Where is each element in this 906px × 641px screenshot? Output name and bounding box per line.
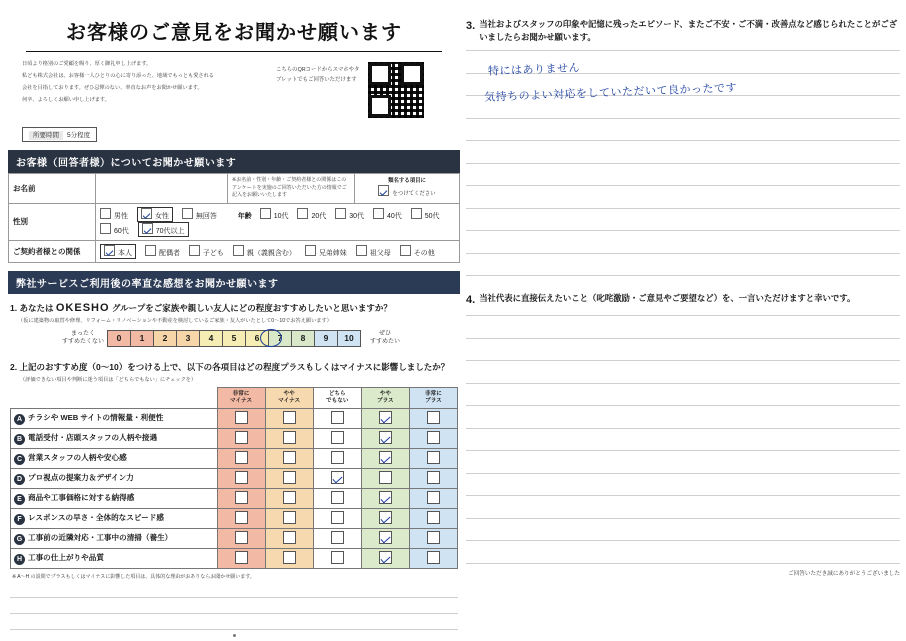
answer-line[interactable] [466,186,900,209]
qr-area [276,60,446,120]
intro-line-4: 何卒、よろしくお願い申し上げます。 [22,96,110,103]
matrix-row-label-b: B 電話受付・店頭スタッフの人柄や接遇 [11,429,218,449]
relation-option-parent[interactable]: 親（義親含む） [233,245,296,258]
page-title: お客様のご意見をお聞かせ願います [66,22,402,44]
matrix-footnote: ※ A〜H の設問でプラスもしくはマイナスに影響した項目は、具体的な理由がおありならお聞かせ願います。 [12,574,255,581]
answer-line[interactable] [466,141,900,164]
matrix-cell-a-4[interactable] [409,409,457,429]
age-option-40[interactable]: 40代 [373,208,402,221]
relation-option-other[interactable]: その他 [400,245,435,258]
intro-line-3: 会社を目指しております。ぜひ忌憚のない、率直なお声をお聞かせ願います。 [22,84,203,91]
question-4-text: 当社代表に直接伝えたいこと（叱咤激励・ご意見やご要望など）を、一言いただけますと幸いです。 [479,293,856,304]
matrix-cell-g-2[interactable] [313,529,361,549]
matrix-cell-c-2[interactable] [313,449,361,469]
nps-option-2[interactable]: 2 [154,331,177,346]
matrix-cell-c-3[interactable] [361,449,409,469]
matrix-cell-e-3[interactable] [361,489,409,509]
table-row [11,469,458,489]
section-2-bar: 弊社サービスご利用後の率直な感想をお聞かせ願います [8,271,460,294]
nps-left-label: まったく すすめたくない [61,331,105,345]
qr-code-icon [366,60,426,120]
matrix-cell-h-2[interactable] [313,549,361,569]
answer-line[interactable] [466,384,900,407]
gender-age-cell [96,203,460,240]
nps-option-1[interactable]: 1 [131,331,154,346]
matrix-cell-g-1[interactable] [265,529,313,549]
matrix-col-somewhat-negative: やや マイナス [265,387,313,409]
relation-option-spouse[interactable]: 配偶者 [145,245,180,258]
nps-option-7[interactable]: 7 [269,331,292,346]
matrix-cell-c-1[interactable] [265,449,313,469]
table-row-gender-age [9,203,460,240]
matrix-cell-f-3[interactable] [361,509,409,529]
nps-option-5[interactable]: 5 [223,331,246,346]
matrix-corner [11,387,218,409]
matrix-cell-f-4[interactable] [409,509,457,529]
brand-name: OKESHO [55,301,110,314]
right-column [466,6,900,635]
question-2-block [8,355,460,637]
nps-option-8[interactable]: 8 [292,331,315,346]
answer-line[interactable] [466,254,900,277]
table-row-relation [9,240,460,262]
answer-line[interactable] [466,406,900,429]
matrix-cell-f-1[interactable] [265,509,313,529]
matrix-cell-f-2[interactable] [313,509,361,529]
free-comment-line-3[interactable] [10,614,458,630]
matrix-col-very-positive: 非常に プラス [409,387,457,409]
matrix-col-somewhat-positive: やや プラス [361,387,409,409]
matrix-cell-g-0[interactable] [217,529,265,549]
question-2-number: 2. [10,361,18,372]
qr-caption: こちらのQRコードからスマホやタブレットでもご回答いただけます [276,67,360,83]
matrix-col-neutral: どちら でもない [313,387,361,409]
handwriting-line-1: 特にはありません [487,61,581,78]
name-note: ※お名前・性別・年齢・ご契約者様との関係はこのアンケートを実施のご回答いただいた方の情報でご記入をお願いいたします [228,174,355,204]
matrix-cell-d-0[interactable] [217,469,265,489]
question-4-answer-area[interactable] [466,315,900,564]
question-1-sub: （仮に建築物の取替や修理、リフォーム・リノベーションや不動産を検討しているご家族・友人がいたとして0～10でお答え願います） [18,318,332,324]
agree-instruction-sub: をつけてください [392,191,436,198]
nps-option-3[interactable]: 3 [177,331,200,346]
age-option-60[interactable]: 60代 [100,223,129,236]
matrix-cell-d-3[interactable] [361,469,409,489]
section-1-bar: お客様（回答者様）についてお聞かせ願います [8,150,460,173]
matrix-cell-e-1[interactable] [265,489,313,509]
question-2-text: 上記のおすすめ度（0〜10）をつける上で、以下の各項目はどの程度プラスもしくはマイナスに影響しましたか？ [19,361,450,372]
intro-line-2: 私ども株式会社は、お客様一人ひとりの心に寄り添った、地域でもっとも愛される [22,72,214,79]
table-row [11,529,458,549]
nps-right-label: ぜひ すすめたい [369,331,401,345]
question-2-sub: （評価できない項目や判断に迷う項目は「どちらでもない」にチェックを） [20,376,197,383]
answer-line[interactable] [466,339,900,362]
table-row [11,549,458,569]
matrix-cell-b-0[interactable] [217,429,265,449]
table-row [11,509,458,529]
free-comment-line-1[interactable] [10,582,458,598]
matrix-row-label-c: C 営業スタッフの人柄や安心感 [11,449,218,469]
question-3-text: 当社およびスタッフの印象や記憶に残ったエピソード、またご不安・ご不満・改善点など感じられたことがございましたらお聞かせ願います。 [479,19,898,43]
answer-line[interactable] [466,496,900,519]
table-row-name [9,174,460,204]
matrix-cell-e-0[interactable] [217,489,265,509]
table-row [11,489,458,509]
gender-option-noanswer[interactable]: 無回答 [182,208,217,221]
answer-line[interactable] [466,231,900,254]
answer-line[interactable] [466,164,900,187]
nps-selected-mark [260,329,282,347]
satisfaction-matrix [10,387,458,570]
answer-line[interactable] [466,209,900,232]
matrix-col-very-negative: 非常に マイナス [217,387,265,409]
title-divider [26,51,442,52]
answer-line[interactable] [466,541,900,564]
estimated-time [22,127,97,142]
matrix-row-label-e: E 商品や工事価格に対する納得感 [11,489,218,509]
nps-option-6[interactable]: 6 [246,331,269,346]
answer-line[interactable] [466,316,900,339]
question-1-title [10,300,458,317]
matrix-cell-e-2[interactable] [313,489,361,509]
question-1-text-a: あなたは [19,302,54,313]
question-3-answer-area[interactable] [466,50,900,276]
handwriting-line-2: 気持ちのよい対応をしていただいて良かったです [483,81,738,104]
table-row [11,429,458,449]
matrix-cell-h-4[interactable] [409,549,457,569]
nps-buttons[interactable] [107,330,361,347]
estimated-time-value: 5分程度 [67,132,91,139]
table-row [11,409,458,429]
relation-option-sibling[interactable]: 兄弟姉妹 [305,245,347,258]
matrix-row-label-a: A チラシや WEB サイトの情報量・利便性 [11,409,218,429]
nps-option-4[interactable]: 4 [200,331,223,346]
relation-option-self[interactable]: 本人 [100,244,136,259]
matrix-cell-e-4[interactable] [409,489,457,509]
answer-line[interactable] [466,429,900,452]
matrix-cell-d-2[interactable] [313,469,361,489]
relation-option-grandparent[interactable]: 祖父母 [356,245,391,258]
matrix-header-row [11,387,458,409]
matrix-cell-f-0[interactable] [217,509,265,529]
agree-instruction-head: 類名する項目に [388,177,426,184]
relation-cell [96,240,460,262]
matrix-row-label-g: G 工事前の近隣対応・工事中の清掃（養生） [11,529,218,549]
answer-line[interactable] [466,474,900,497]
matrix-cell-a-3[interactable] [361,409,409,429]
question-2-title [10,361,458,374]
question-3-number: 3. [466,20,476,32]
matrix-row-label-f: F レスポンスの早さ・全体的なスピード感 [11,509,218,529]
matrix-cell-d-4[interactable] [409,469,457,489]
free-comment-lines[interactable] [10,582,458,630]
matrix-cell-d-1[interactable] [265,469,313,489]
page-dot [233,634,236,637]
matrix-row-label-d: D プロ視点の提案力＆デザイン力 [11,469,218,489]
question-1-number: 1. [10,302,18,313]
question-3-title [466,18,900,44]
left-column [8,6,460,635]
age-option-30[interactable]: 30代 [335,208,364,221]
intro-text [22,60,270,108]
age-option-20[interactable]: 20代 [297,208,326,221]
matrix-cell-a-2[interactable] [313,409,361,429]
question-1-block [8,294,460,347]
matrix-cell-b-2[interactable] [313,429,361,449]
answer-line[interactable] [466,119,900,142]
matrix-cell-c-0[interactable] [217,449,265,469]
name-label: お名前 [9,174,96,204]
matrix-cell-b-4[interactable] [409,429,457,449]
matrix-cell-g-3[interactable] [361,529,409,549]
matrix-cell-h-0[interactable] [217,549,265,569]
age-label: 年齢 [237,212,252,220]
question-4-number: 4. [466,294,476,307]
matrix-cell-h-1[interactable] [265,549,313,569]
answer-line[interactable] [466,519,900,542]
estimated-time-label: 所要時間 [29,131,63,140]
gender-option-male[interactable]: 男性 [100,208,128,221]
question-1-text-b: グループをご家族や親しい友人にどの程度おすすめしたいと思いますか？ [111,302,392,313]
matrix-cell-g-4[interactable] [409,529,457,549]
free-comment-line-2[interactable] [10,598,458,614]
matrix-cell-h-3[interactable] [361,549,409,569]
matrix-cell-a-0[interactable] [217,409,265,429]
nps-option-0[interactable]: 0 [108,331,131,346]
question-4-title [466,292,900,309]
relation-option-child[interactable]: 子ども [189,245,224,258]
age-option-10[interactable]: 10代 [260,208,289,221]
matrix-cell-b-3[interactable] [361,429,409,449]
agree-instruction [355,174,460,204]
matrix-row-label-h: H 工事の仕上がりや品質 [11,549,218,569]
intro-area [8,60,460,120]
relation-label: ご契約者様との関係 [9,240,96,262]
gender-label: 性別 [9,203,96,240]
thanks-text: ご回答いただき誠にありがとうございました [788,570,900,577]
matrix-cell-b-1[interactable] [265,429,313,449]
nps-option-9[interactable]: 9 [315,331,338,346]
nps-option-10[interactable]: 10 [338,331,360,346]
gender-option-female[interactable]: 女性 [137,207,173,222]
respondent-table [8,173,460,263]
answer-line[interactable] [466,361,900,384]
age-option-70plus[interactable]: 70代以上 [138,222,189,237]
matrix-cell-a-1[interactable] [265,409,313,429]
table-row [11,449,458,469]
checkmark-icon [378,185,389,196]
matrix-cell-c-4[interactable] [409,449,457,469]
answer-line[interactable] [466,451,900,474]
intro-line-1: 日頃より格別のご愛顧を賜り、厚く御礼申し上げます。 [22,61,152,67]
age-option-50[interactable]: 50代 [411,208,440,221]
name-input[interactable] [96,174,228,204]
nps-scale[interactable] [10,330,458,347]
